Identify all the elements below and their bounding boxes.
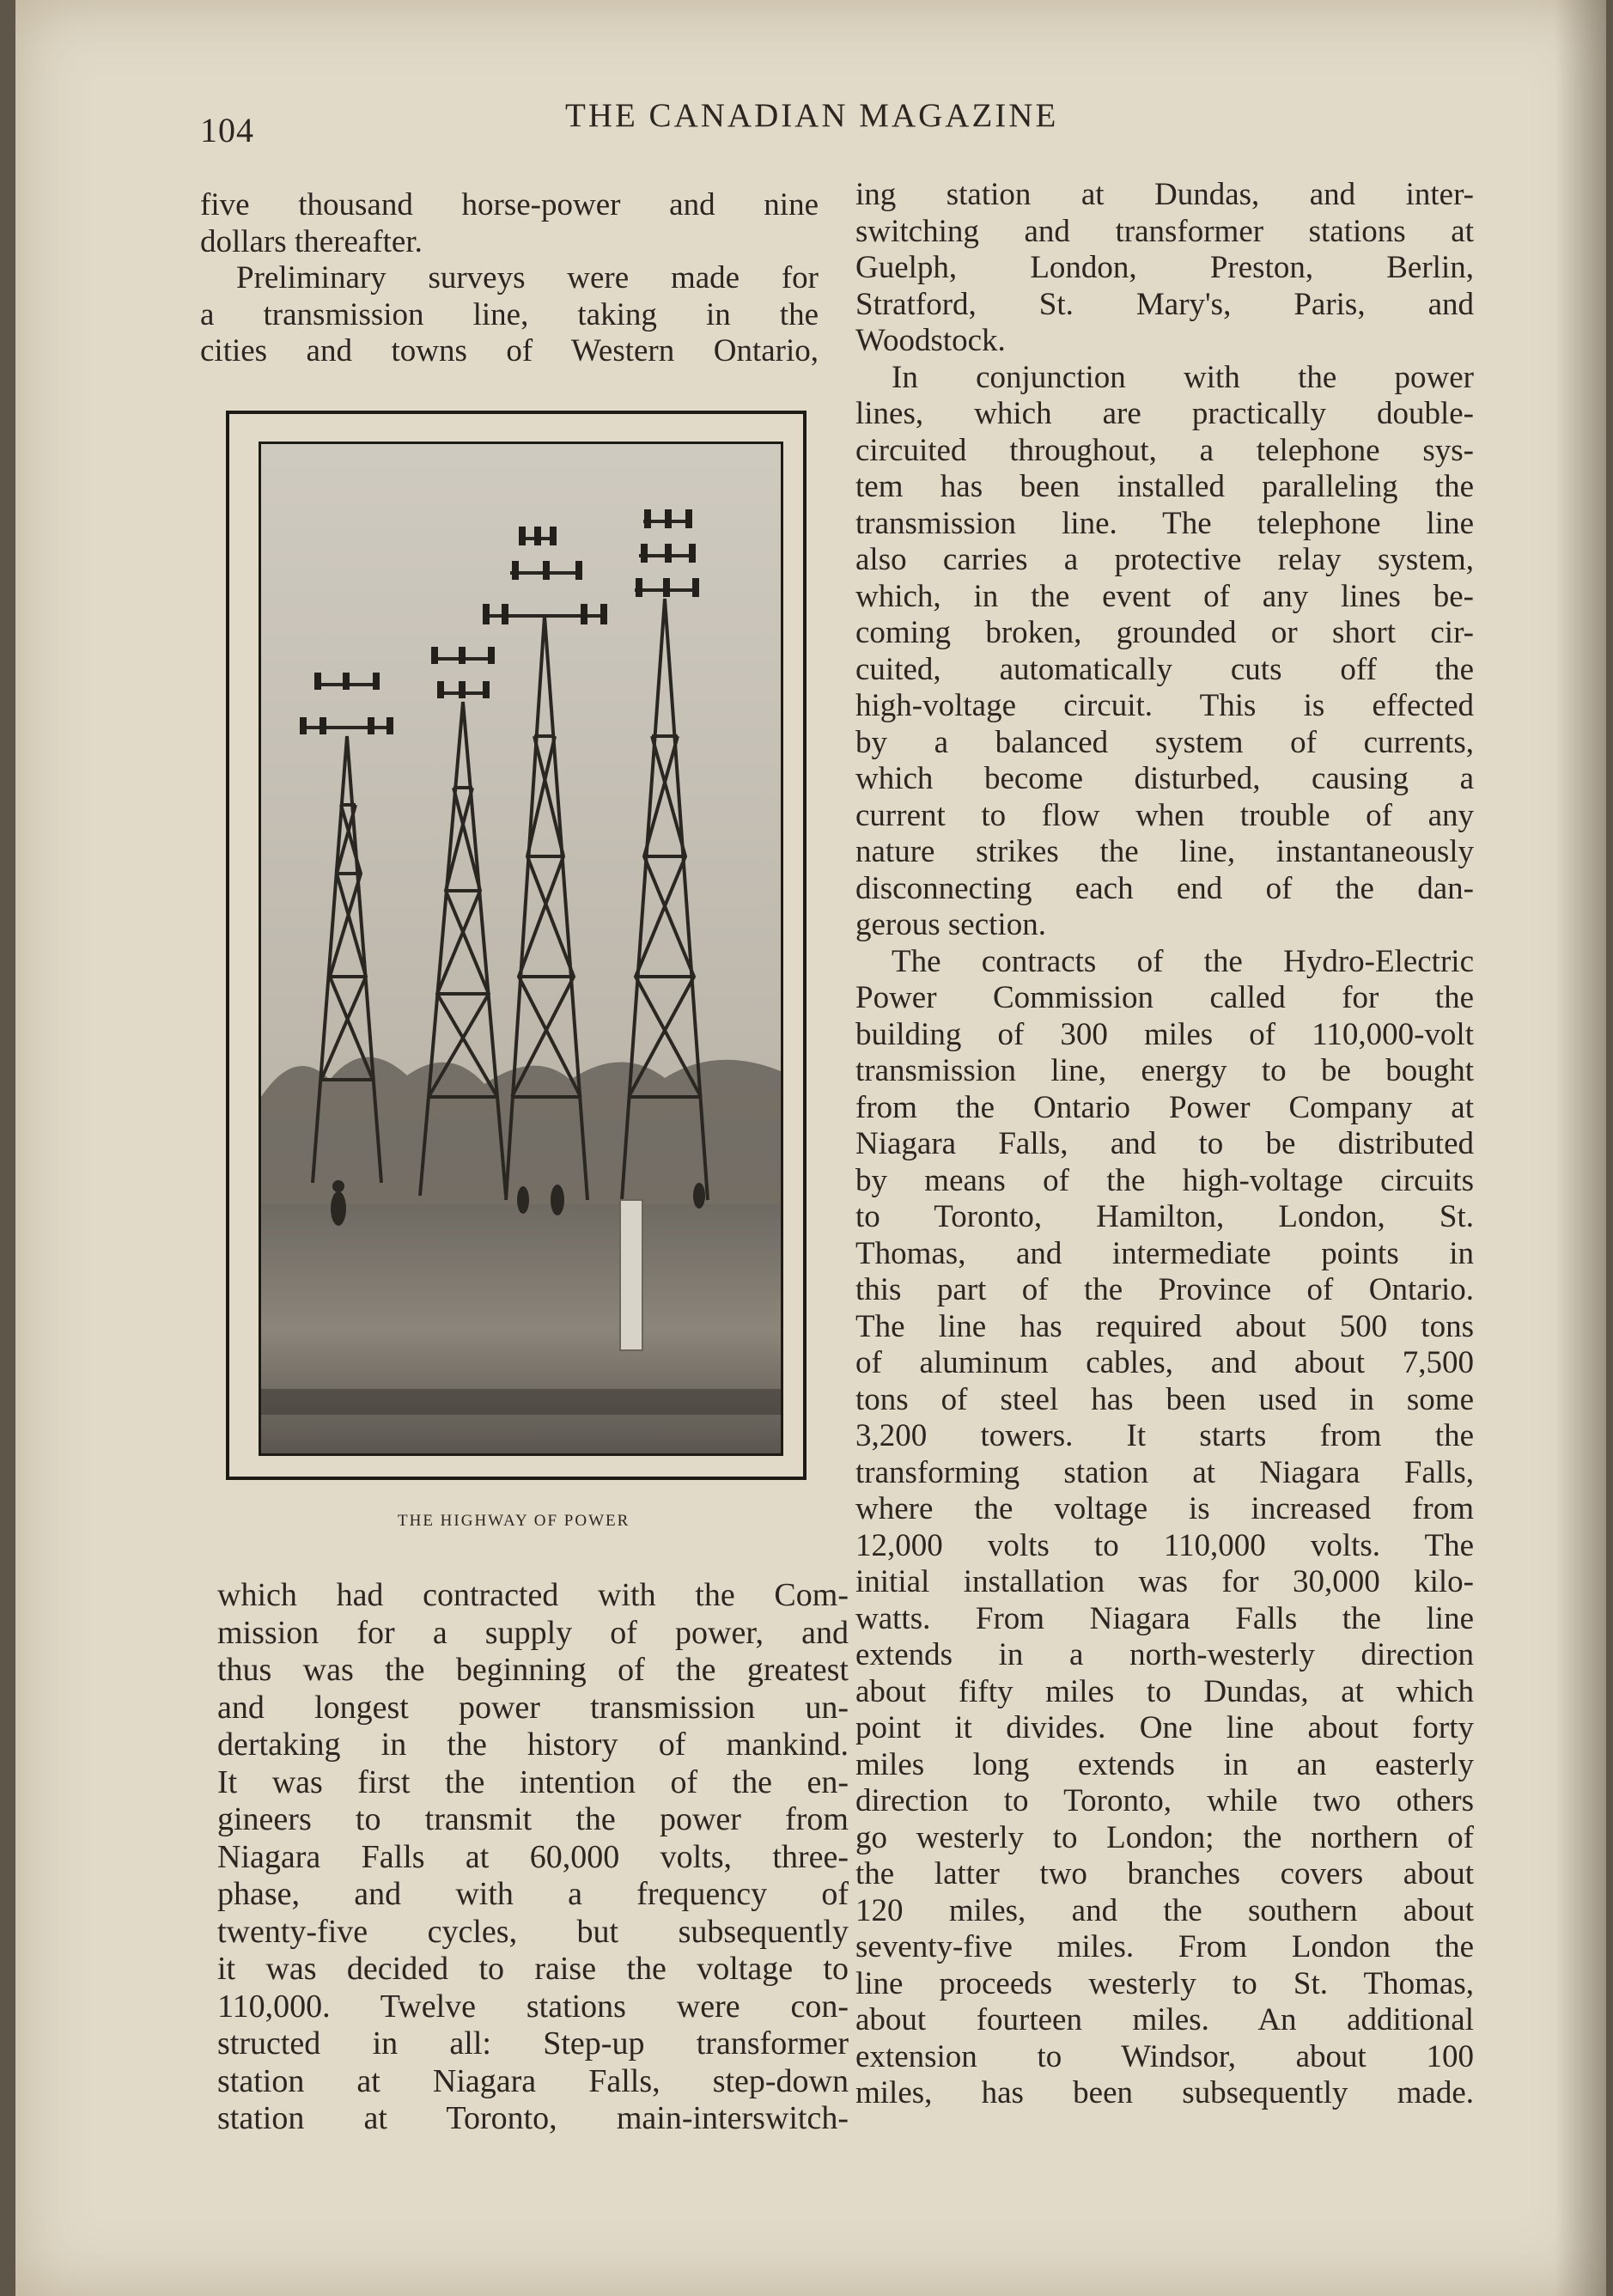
text-line: extension to Windsor, about 100	[855, 2038, 1474, 2074]
text-line: 3,200 towers. It starts from the	[855, 1418, 1474, 1453]
text-line: miles long extends in an easterly	[855, 1746, 1474, 1782]
text-line: Guelph, London, Preston, Berlin,	[855, 250, 1474, 285]
text-line: the latter two branches covers about	[855, 1856, 1474, 1891]
text-line: this part of the Province of Ontario.	[855, 1272, 1474, 1307]
text-line: of aluminum cables, and about 7,500	[855, 1345, 1474, 1380]
text-line: to Toronto, Hamilton, London, St.	[855, 1199, 1474, 1234]
text-line: cuited, automatically cuts off the	[855, 651, 1474, 687]
text-line: it was decided to raise the voltage to	[217, 1951, 849, 1987]
text-line: transmission line. The telephone line	[855, 505, 1474, 541]
text-line: thus was the beginning of the greatest	[217, 1652, 849, 1688]
text-line: coming broken, grounded or short cir-	[855, 615, 1474, 650]
text-line: structed in all: Step-up transformer	[217, 2025, 849, 2062]
text-line: gerous section.	[855, 907, 1046, 942]
text-line: ing station at Dundas, and inter-	[855, 177, 1474, 212]
text-line: Power Commission called for the	[855, 980, 1474, 1015]
text-line: about fourteen miles. An additional	[855, 2002, 1474, 2037]
text-line: Niagara Falls at 60,000 volts, three-	[217, 1838, 849, 1875]
text-line: 110,000. Twelve stations were con-	[217, 1988, 849, 2025]
text-line: line proceeds westerly to St. Thomas,	[855, 1965, 1474, 2001]
text-line: cities and towns of Western Ontario,	[200, 333, 819, 368]
text-line: Woodstock.	[855, 323, 1006, 358]
text-line: building of 300 miles of 110,000-volt	[855, 1016, 1474, 1052]
spine-shadow	[1555, 0, 1606, 2296]
text-line: Stratford, St. Mary's, Paris, and	[855, 286, 1474, 322]
text-line: Thomas, and intermediate points in	[855, 1235, 1474, 1271]
power-towers-photo	[259, 442, 783, 1456]
text-line: The line has required about 500 tons	[855, 1308, 1474, 1344]
text-line: tons of steel has been used in some	[855, 1381, 1474, 1417]
text-line: It was first the intention of the en-	[217, 1763, 849, 1800]
text-line: five thousand horse-power and nine	[200, 187, 819, 222]
text-line: by means of the high-voltage circuits	[855, 1162, 1474, 1198]
text-line: gineers to transmit the power from	[217, 1801, 849, 1837]
text-line: Niagara Falls, and to be distributed	[855, 1126, 1474, 1161]
text-line: extends in a north-westerly direction	[855, 1637, 1474, 1672]
text-line: by a balanced system of currents,	[855, 724, 1474, 760]
text-line: which become disturbed, causing a	[855, 761, 1474, 796]
text-line: twenty-five cycles, but subsequently	[217, 1913, 849, 1950]
text-line: which had contracted with the Com-	[217, 1577, 849, 1613]
text-line: watts. From Niagara Falls the line	[855, 1600, 1474, 1636]
text-line: The contracts of the Hydro-Electric	[892, 943, 1474, 979]
text-line: 12,000 volts to 110,000 volts. The	[855, 1527, 1474, 1563]
text-line: about fifty miles to Dundas, at which	[855, 1673, 1474, 1709]
text-line: mission for a supply of power, and	[217, 1614, 849, 1651]
text-line: transmission line, energy to be bought	[855, 1053, 1474, 1088]
text-line: a transmission line, taking in the	[200, 296, 819, 332]
left-column-bottom	[217, 1577, 849, 2138]
text-line: which, in the event of any lines be-	[855, 578, 1474, 614]
text-line: disconnecting each end of the dan-	[855, 870, 1474, 906]
text-line: lines, which are practically double-	[855, 396, 1474, 431]
text-line: In conjunction with the power	[892, 359, 1474, 395]
magazine-page	[15, 0, 1606, 2296]
text-line: high-voltage circuit. This is effected	[855, 688, 1474, 723]
text-line: point it divides. One line about forty	[855, 1710, 1474, 1745]
text-line: direction to Toronto, while two others	[855, 1783, 1474, 1818]
text-line: Preliminary surveys were made for	[236, 260, 819, 295]
text-line: and longest power transmission un-	[217, 1689, 849, 1726]
text-line: nature strikes the line, instantaneously	[855, 834, 1474, 869]
text-line: tem has been installed paralleling the	[855, 469, 1474, 504]
figure-caption: THE HIGHWAY OF POWER	[398, 1512, 630, 1530]
right-column	[855, 177, 1474, 2112]
text-line: miles, has been subsequently made.	[855, 2075, 1474, 2110]
running-title: THE CANADIAN MAGAZINE	[565, 97, 1059, 134]
text-line: 120 miles, and the southern about	[855, 1892, 1474, 1928]
text-line: where the voltage is increased from	[855, 1491, 1474, 1526]
text-line: station at Niagara Falls, step-down	[217, 2062, 849, 2099]
text-line: circuited throughout, a telephone sys-	[855, 432, 1474, 468]
text-line: station at Toronto, main-interswitch-	[217, 2100, 849, 2136]
text-line: phase, and with a frequency of	[217, 1876, 849, 1912]
text-line: dollars thereafter.	[200, 223, 423, 259]
text-line: initial installation was for 30,000 kilo-	[855, 1564, 1474, 1599]
text-line: seventy-five miles. From London the	[855, 1929, 1474, 1964]
text-line: go westerly to London; the northern of	[855, 1819, 1474, 1855]
text-line: current to flow when trouble of any	[855, 797, 1474, 833]
page-number: 104	[200, 111, 254, 149]
text-line: transforming station at Niagara Falls,	[855, 1454, 1474, 1490]
text-line: also carries a protective relay system,	[855, 542, 1474, 577]
text-line: from the Ontario Power Company at	[855, 1089, 1474, 1125]
text-line: dertaking in the history of mankind.	[217, 1727, 849, 1763]
text-line: switching and transformer stations at	[855, 213, 1474, 249]
left-column-top	[200, 187, 819, 370]
